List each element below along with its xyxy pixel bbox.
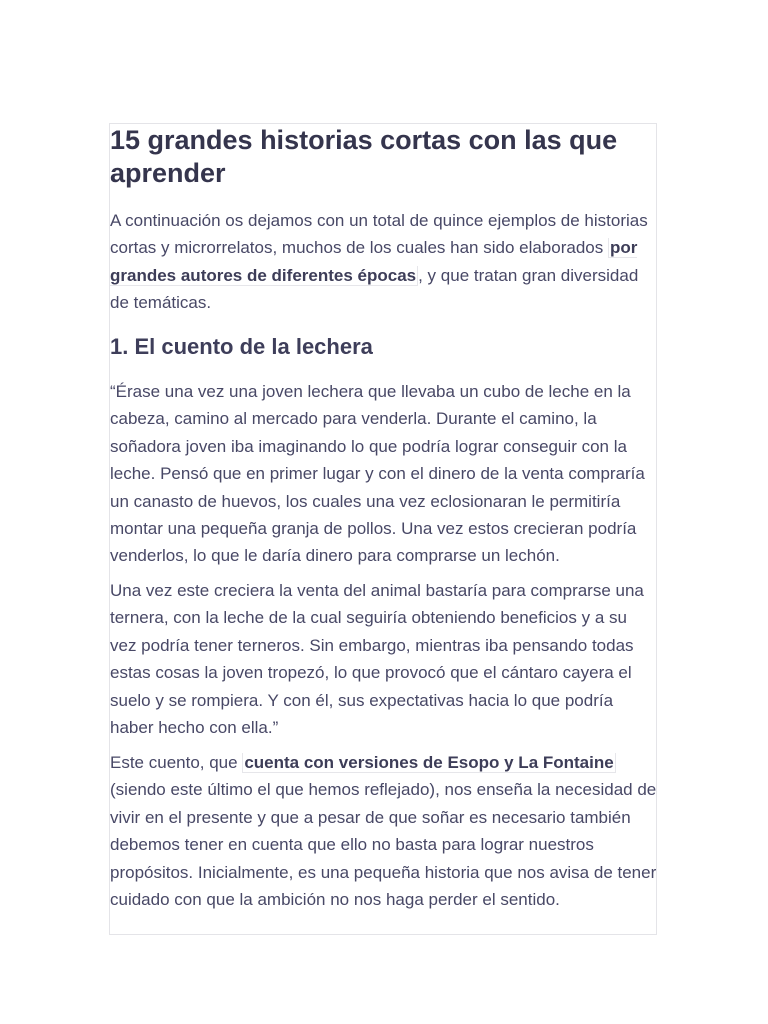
article-container: [109, 123, 657, 935]
moral-text-before: Este cuento, que: [110, 753, 243, 772]
story-paragraph-1: “Érase una vez una joven lechera que llevaba un cubo de leche en la cabeza, camino al mercado para venderla. Durante el camino, la soñadora joven iba imaginando lo que podría lograr conseguir con la leche. Pensó que en primer lugar y con el dinero de la venta compraría un canasto de huevos, los cuales una vez eclosionaran le permitiría montar una pequeña granja de pollos. Una vez estos crecieran podría venderlos, lo que le daría dinero para comprarse un lechón.: [110, 382, 645, 566]
story-paragraph-2: Una vez este creciera la venta del animal bastaría para comprarse una ternera, con la leche de la cual seguiría obteniendo beneficios y a su vez podría tener terneros. Sin embargo, mientras iba pensando todas estas cosas la joven tropezó, lo que provocó que el cántaro cayera el suelo y se rompiera. Y con él, sus expectativas hacia lo que podría haber hecho con ella.”: [110, 581, 644, 738]
moral-text-after: (siendo este último el que hemos reflejado), nos enseña la necesidad de vivir en el presente y que a pesar de que soñar es necesario también debemos tener en cuenta que ello no basta para lograr nuestros propósitos. Inicialmente, es una pequeña historia que nos avisa de tener cuidado con que la ambición no nos haga perder el sentido.: [110, 780, 657, 910]
section-heading: 1. El cuento de la lechera: [110, 334, 373, 359]
moral-paragraph: [110, 749, 657, 913]
intro-text-after: , y que tratan gran diversidad de temáticas.: [110, 265, 639, 313]
intro-paragraph: [110, 207, 657, 317]
article-title: 15 grandes historias cortas con las que aprender: [110, 125, 618, 188]
versions-link[interactable]: cuenta con versiones de Esopo y La Fontaine: [244, 753, 614, 772]
intro-text-before: A continuación os dejamos con un total de quince ejemplos de historias cortas y microrrelatos, muchos de los cuales han sido elaborados: [110, 211, 648, 258]
authors-link[interactable]: por grandes autores de diferentes épocas: [110, 238, 638, 285]
